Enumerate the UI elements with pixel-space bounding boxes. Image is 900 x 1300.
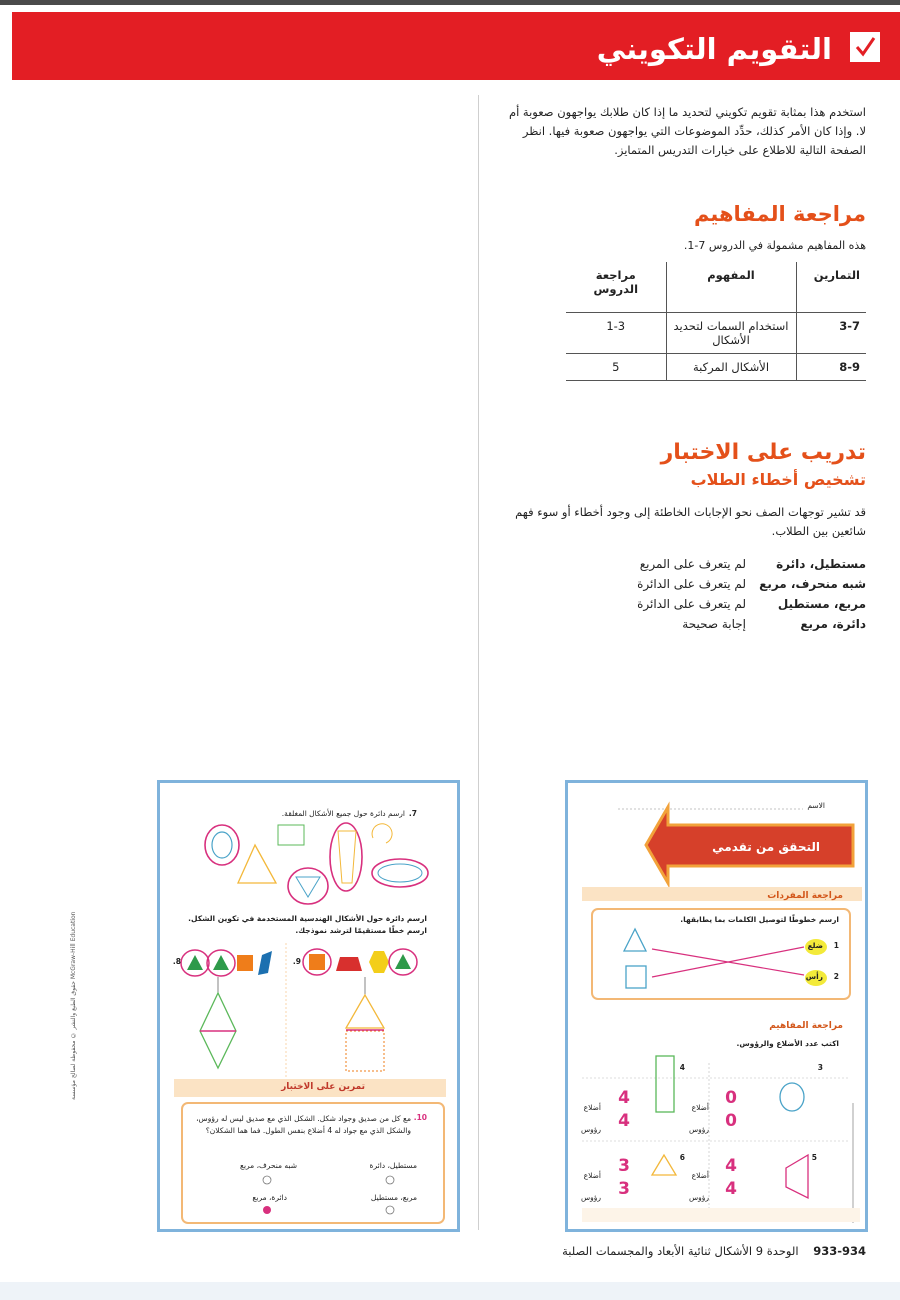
vertices-value: 4 [618, 1111, 630, 1131]
error-diagnosis-subheading: تشخيص أخطاء الطلاب [690, 470, 866, 489]
intro-paragraph: استخدم هذا بمثابة تقويم تكويني لتحديد ما إذا كان طلابك يواجهون صعوبة أم لا. وإذا كان الأمر كذلك، حدِّد الموضوعات التي يواجهون صعوبة فيها. انظر الصفحة التالية للاطلاع على خيارات التدريس المتمايز. [508, 105, 866, 157]
question-10-number: 10. [413, 1113, 427, 1122]
answer-explanation: إجابة صحيحة [682, 617, 746, 631]
vertices-label: رؤوس [688, 1193, 709, 1202]
question-7-number: 7. [408, 809, 417, 818]
vocab-number: 1 [833, 941, 839, 950]
composite-instruction: ارسم دائرة حول الأشكال الهندسية المستخدمة في تكوين الشكل. ارسم خطًا مستقيمًا لترشد نموذجك. [188, 914, 427, 935]
page-title: التقويم التكويني [596, 32, 832, 66]
copyright-note: حقوق الطبع والنشر © محفوظة لصالح مؤسسة McGraw-Hill Education [70, 911, 77, 1100]
sides-label: أضلاع [583, 1103, 601, 1112]
exercise-number: 4 [679, 1063, 685, 1072]
option-1[interactable]: مستطيل، دائرة [369, 1161, 417, 1170]
vocab-word: ضلع [807, 941, 823, 950]
student-page-left [157, 780, 460, 1232]
cell-concept: استخدام السمات لتحديد الأشكال [666, 312, 796, 353]
answer-explanation: لم يتعرف على الدائرة [637, 597, 746, 611]
table-row [566, 353, 866, 380]
answer-explanation: لم يتعرف على الدائرة [637, 577, 746, 591]
option-2[interactable]: شبه منحرف، مربع [239, 1161, 297, 1170]
exercise-number: 6 [679, 1153, 685, 1162]
list-item [496, 574, 866, 594]
concept-review-title: مراجعة المفاهيم [769, 1021, 843, 1031]
list-item [496, 554, 866, 574]
question-8-number: 8. [172, 957, 181, 966]
checkmark-icon [850, 32, 880, 62]
cell-lesson: 5 [566, 353, 666, 380]
sides-value: 4 [618, 1088, 630, 1108]
vertices-value: 3 [618, 1179, 630, 1199]
cell-exercises: 3-7 [796, 312, 866, 353]
page-numbers: 933-934 [813, 1244, 866, 1258]
list-item [496, 594, 866, 614]
header-exercises: التمارين [796, 262, 866, 312]
sides-value: 4 [725, 1156, 737, 1176]
question-10-text: مع كل من صديق وجواد شكل. الشكل الذي مع صديق ليس له رؤوس، والشكل الذي مع جواد له 4 أضلاع بنفس الطول. فما هما الشكلان؟ [196, 1114, 411, 1135]
option-4[interactable]: دائرة، مربع [252, 1193, 287, 1202]
header-concept: المفهوم [666, 262, 796, 312]
vertices-label: رؤوس [688, 1125, 709, 1134]
student-page-right [565, 780, 868, 1232]
cell-exercises: 8-9 [796, 353, 866, 380]
answer-choice: دائرة، مربع [800, 617, 866, 631]
exercise-number: 3 [817, 1063, 823, 1072]
concepts-table [566, 262, 866, 381]
sides-value: 3 [618, 1156, 630, 1176]
top-rule [0, 0, 900, 5]
vocab-review-title: مراجعة المفردات [767, 891, 843, 901]
name-label: الاسم [807, 801, 825, 810]
concepts-subtitle: هذه المفاهيم مشمولة في الدروس 7-1. [683, 239, 866, 252]
test-intro-paragraph: قد تشير توجهات الصف نحو الإجابات الخاطئة إلى وجود أخطاء أو سوء فهم شائعين بين الطلاب. [515, 505, 866, 538]
question-7-text: ارسم دائرة حول جميع الأشكال المغلقة. [281, 809, 405, 818]
answer-choice: مستطيل، دائرة [776, 557, 866, 571]
list-item [496, 614, 866, 634]
header-lesson: مراجعة الدروس [566, 262, 666, 312]
test-practice-heading: تدريب على الاختبار [660, 440, 866, 465]
vertices-value: 0 [725, 1111, 737, 1131]
unit-title: الوحدة 9 الأشكال ثنائية الأبعاد والمجسمات الصلبة [562, 1244, 799, 1258]
page-footer [562, 1244, 866, 1258]
progress-check-title: التحقق من تقدمي [712, 840, 820, 854]
vertices-label: رؤوس [580, 1125, 601, 1134]
concept-instruction: اكتب عدد الأضلاع والرؤوس. [736, 1039, 839, 1048]
sides-value: 0 [725, 1088, 737, 1108]
question-9-number: 9. [292, 957, 301, 966]
vertices-value: 4 [725, 1179, 737, 1199]
table-header-row [566, 262, 866, 312]
vocab-number: 2 [833, 972, 839, 981]
concepts-heading: مراجعة المفاهيم [693, 202, 866, 226]
option-3[interactable]: مربع، مستطيل [370, 1193, 417, 1202]
sides-label: أضلاع [691, 1171, 709, 1180]
answer-choice: مربع، مستطيل [777, 597, 866, 611]
answer-explanation: لم يتعرف على المربع [639, 557, 746, 571]
header-banner [12, 12, 900, 80]
sides-label: أضلاع [583, 1171, 601, 1180]
diagnostics-list [496, 554, 866, 634]
vocab-word: رأس [805, 972, 823, 981]
vertices-label: رؤوس [580, 1193, 601, 1202]
column-divider [478, 95, 479, 1230]
answer-choice: شبه منحرف، مربع [759, 577, 866, 591]
bottom-strip [0, 1282, 900, 1300]
cell-concept: الأشكال المركبة [666, 353, 796, 380]
sides-label: أضلاع [691, 1103, 709, 1112]
test-practice-title: تمرين على الاختبار [281, 1082, 365, 1092]
cell-lesson: 1-3 [566, 312, 666, 353]
table-row [566, 312, 866, 353]
vocab-instruction: ارسم خطوطًا لتوصيل الكلمات بما يطابقها. [680, 915, 839, 924]
exercise-number: 5 [811, 1153, 817, 1162]
